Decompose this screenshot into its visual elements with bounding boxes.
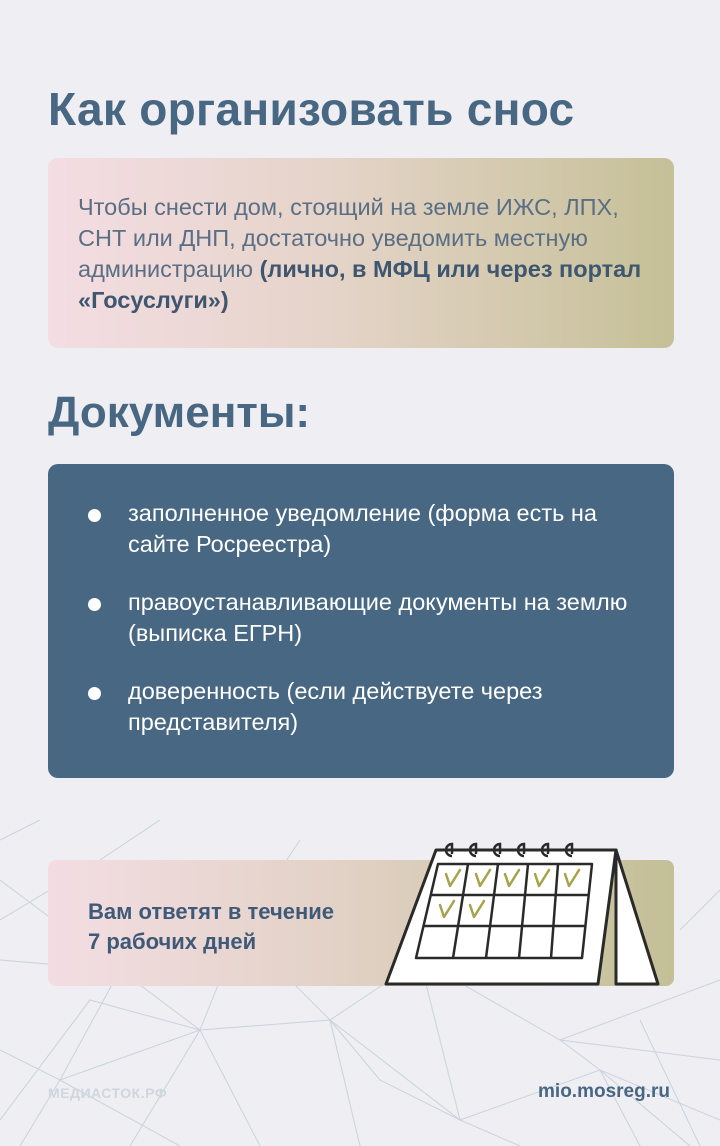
- documents-list: [88, 498, 648, 765]
- bullet-icon: [88, 598, 101, 611]
- footer-brand: МЕДИАСТОК.РФ: [48, 1085, 168, 1101]
- response-line-2: 7 рабочих дней: [88, 929, 257, 954]
- list-item-text: правоустанавливающие документы на землю (выписка ЕГРН): [128, 589, 628, 646]
- list-item: [88, 498, 648, 560]
- intro-card: [48, 158, 674, 348]
- list-item-text: доверенность (если действуете через представителя): [128, 678, 543, 735]
- response-line-1: Вам ответят в течение: [88, 899, 335, 924]
- calendar-icon: [384, 822, 664, 994]
- page-title: Как организовать снос: [48, 83, 575, 135]
- intro-text-regular: Чтобы снести дом, стоящий на земле ИЖС, ЛПХ, СНТ или ДНП, достаточно уведомить местную администрацию: [78, 194, 619, 282]
- list-item: [88, 676, 648, 738]
- footer-site: mio.mosreg.ru: [538, 1081, 670, 1102]
- list-item: [88, 587, 648, 649]
- documents-card: [48, 464, 674, 778]
- intro-text: [78, 192, 663, 316]
- bullet-icon: [88, 509, 101, 522]
- documents-title: Документы:: [48, 388, 311, 437]
- bullet-icon: [88, 687, 101, 700]
- list-item-text: заполненное уведомление (форма есть на сайте Росреестра): [128, 500, 597, 557]
- response-text: [88, 897, 428, 957]
- intro-text-bold: (лично, в МФЦ или через портал «Госуслуги»): [78, 256, 642, 313]
